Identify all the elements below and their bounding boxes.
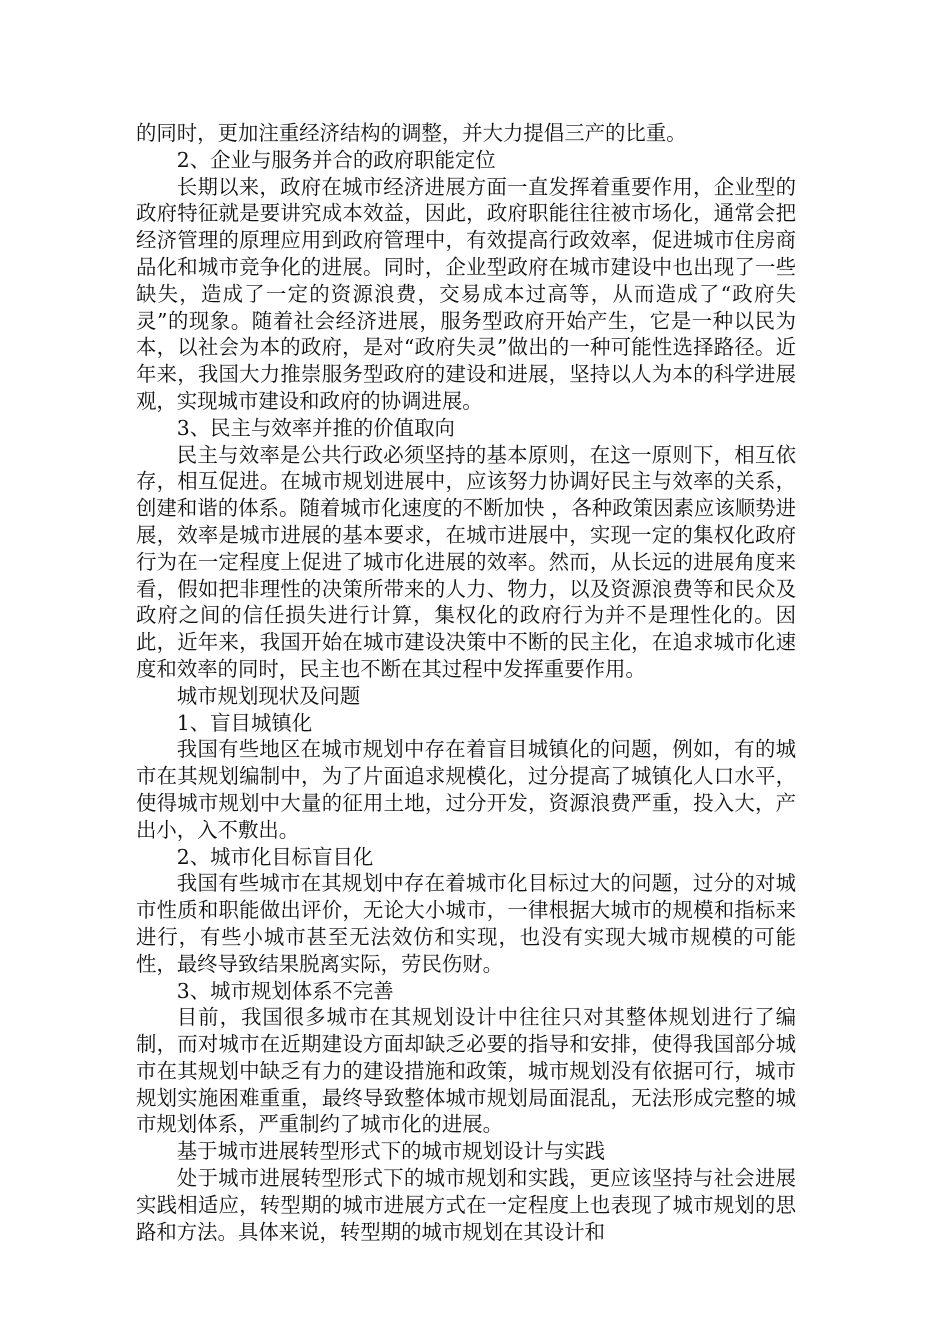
paragraph: 我国有些地区在城市规划中存在着盲目城镇化的问题，例如，有的城市在其规划编制中，为了片面追求规模化，过分提高了城镇化人口水平，使得城市规划中大量的征用土地，过分开发，资源浪费严重，投入大，产出小，入不敷出。 — [136, 737, 796, 842]
section-heading: 3、民主与效率并推的价值取向 — [176, 415, 455, 440]
section-heading: 2、企业与服务并合的政府职能定位 — [176, 147, 496, 172]
chapter-heading: 城市规划现状及问题 — [176, 683, 361, 708]
paragraph: 我国有些城市在其规划中存在着城市化目标过大的问题，过分的对城市性质和职能做出评价，无论大小城市，一律根据大城市的规模和指标来进行，有些小城市甚至无法效仿和实现，也没有实现大城市规模的可能性，最终导致结果脱离实际，劳民伤财。 — [136, 871, 796, 976]
section-heading: 3、城市规划体系不完善 — [176, 978, 394, 1003]
paragraph: 民主与效率是公共行政必须坚持的基本原则，在这一原则下，相互依存，相互促进。在城市规划进展中，应该努力协调好民主与效率的关系，创建和谐的体系。随着城市化速度的不断加快 ，各种政策因素应该顺势进展，效率是城市进展的基本要求，在城市进展中，实现一定的集权化政府行为在一定程度上促进了城市化进展的效率。然而，从长远的进展角度来看，假如把非理性的决策所带来的人力、物力，以及资源浪费等和民众及政府之间的信任损失进行计算，集权化的政府行为并不是理性化的。因此，近年来，我国开始在城市建设决策中不断的民主化，在追求城市化速度和效率的同时，民主也不断在其过程中发挥重要作用。 — [136, 442, 796, 681]
document-page — [136, 120, 796, 1245]
section-heading: 2、城市化目标盲目化 — [176, 844, 374, 869]
paragraph: 目前，我国很多城市在其规划设计中往往只对其整体规划进行了编制，而对城市在近期建设方面却缺乏必要的指导和安排，使得我国部分城市在其规划中缺乏有力的建设措施和政策，城市规划没有依据可行，城市规划实施困难重重，最终导致整体城市规划局面混乱，无法形成完整的城市规划体系，严重制约了城市化的进展。 — [136, 1005, 796, 1137]
section-heading: 1、盲目城镇化 — [176, 710, 313, 735]
paragraph: 长期以来，政府在城市经济进展方面一直发挥着重要作用，企业型的政府特征就是要讲究成本效益，因此，政府职能往往被市场化，通常会把经济管理的原理应用到政府管理中，有效提高行政效率，促进城市住房商品化和城市竞争化的进展。同时，企业型政府在城市建设中也出现了一些缺失，造成了一定的资源浪费，交易成本过高等，从而造成了“政府失灵”的现象。随着社会经济进展，服务型政府开始产生，它是一种以民为本，以社会为本的政府，是对“政府失灵”做出的一种可能性选择路径。近年来，我国大力推崇服务型政府的建设和进展，坚持以人为本的科学进展观，实现城市建设和政府的协调进展。 — [136, 174, 796, 413]
paragraph: 处于城市进展转型形式下的城市规划和实践，更应该坚持与社会进展实践相适应，转型期的城市进展方式在一定程度上也表现了城市规划的思路和方法。具体来说，转型期的城市规划在其设计和 — [136, 1166, 796, 1244]
chapter-heading: 基于城市进展转型形式下的城市规划设计与实践 — [176, 1139, 605, 1164]
paragraph-continuation: 的同时，更加注重经济结构的调整，并大力提倡三产的比重。 — [136, 121, 687, 145]
